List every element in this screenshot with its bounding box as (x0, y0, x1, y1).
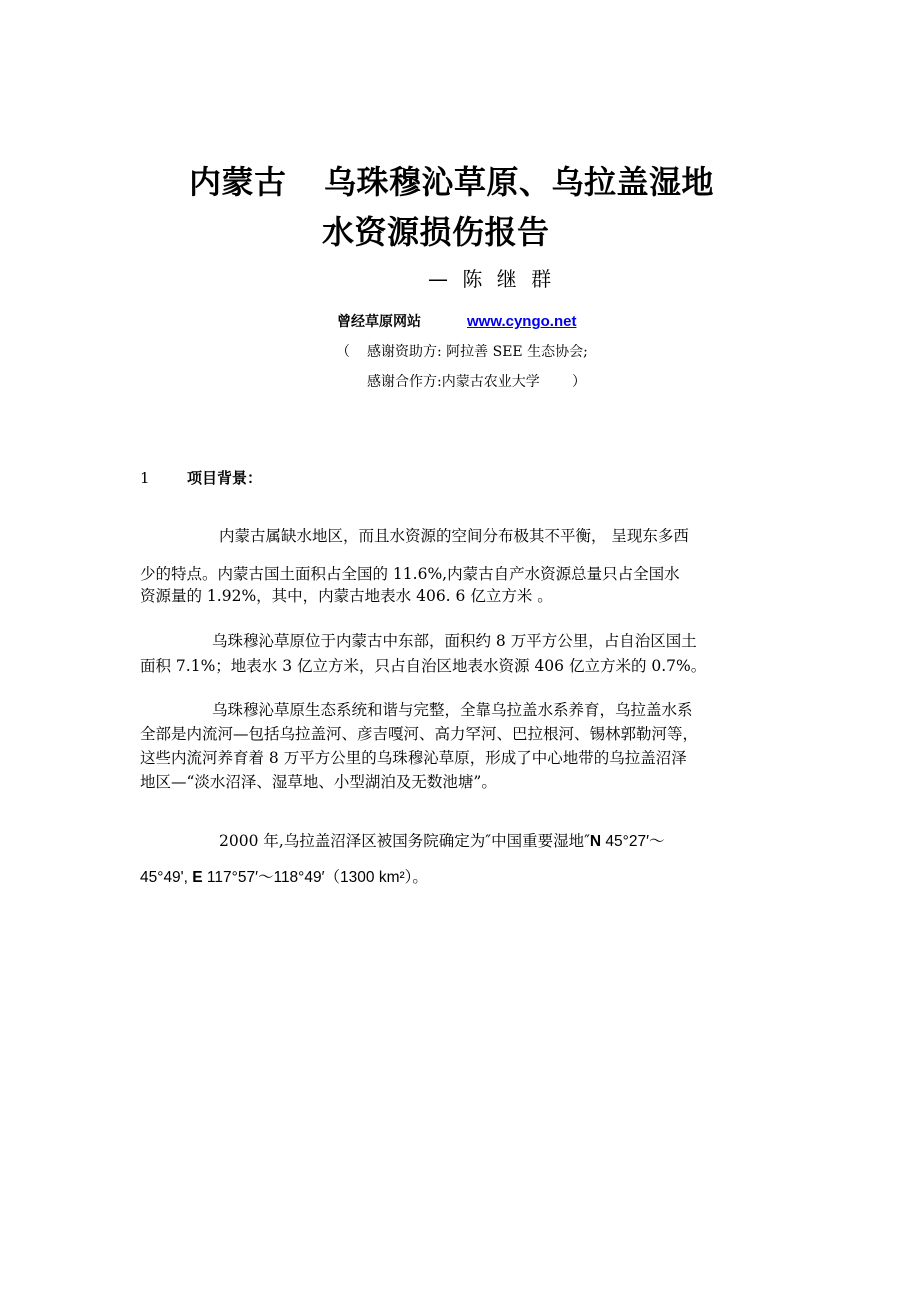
longitude-range: 117°57′～118°49′（1300 km²）。 (202, 869, 428, 886)
paragraph-1-line-1: 内蒙古属缺水地区，而且水资源的空间分布极其不平衡， 呈现东多西 (219, 527, 689, 545)
paragraph-3-line-4: 地区—“淡水沼泽、湿草地、小型湖泊及无数池塘”。 (140, 773, 497, 791)
paragraph-2-line-2: 面积 7.1%；地表水 3 亿立方米，只占自治区地表水资源 406 亿立方米的 0.7%。 (140, 657, 707, 675)
author: — 陈 继 群 (428, 267, 556, 291)
title-line-1-right: 乌珠穆沁草原、乌拉盖湿地 (324, 163, 715, 201)
title-line-1-left: 内蒙古 (189, 163, 287, 201)
title-line-2: 水资源损伤报告 (322, 213, 550, 251)
section-number: 1 (140, 469, 150, 487)
ack-partner: 感谢合作方:内蒙古农业大学 (367, 374, 540, 390)
paragraph-3-line-3: 这些内流河养育着 8 万平方公里的乌珠穆沁草原，形成了中心地带的乌拉盖沼泽 (140, 749, 687, 767)
paragraph-1-line-2: 少的特点。内蒙古国土面积占全国的 11.6%,内蒙古自产水资源总量只占全国水 (140, 565, 680, 583)
section-title: 项目背景： (187, 469, 263, 487)
paragraph-1-line-3: 资源量的 1.92%，其中，内蒙古地表水 406. 6 亿立方米 。 (140, 587, 553, 605)
paragraph-4-line-2 (140, 866, 428, 890)
paragraph-3-line-1: 乌珠穆沁草原生态系统和谐与完整，全靠乌拉盖水系养育，乌拉盖水系 (212, 701, 693, 719)
ack-close-paren: ） (572, 374, 586, 390)
website-link[interactable]: www.cyngo.net (467, 313, 577, 330)
paragraph-4-line-1 (219, 829, 665, 854)
website-label: 曾经草原网站 (337, 314, 421, 330)
paragraph-2-line-1: 乌珠穆沁草原位于内蒙古中东部，面积约 8 万平方公里，占自治区国土 (212, 632, 697, 650)
latitude-end: 45°49', (140, 869, 193, 886)
ack-open-paren: （ (336, 344, 350, 360)
paragraph-3-line-2: 全部是内流河—包括乌拉盖河、彦吉嘎河、高力罕河、巴拉根河、锡林郭勒河等， (140, 725, 699, 743)
paragraph-4-text: 2000 年,乌拉盖沼泽区被国务院确定为″中国重要湿地″ (219, 832, 590, 850)
latitude-n-label: N 45°27′～ (589, 833, 665, 850)
ack-sponsor: 感谢资助方: 阿拉善 SEE 生态协会; (367, 344, 588, 360)
longitude-e-label: E (192, 869, 203, 886)
